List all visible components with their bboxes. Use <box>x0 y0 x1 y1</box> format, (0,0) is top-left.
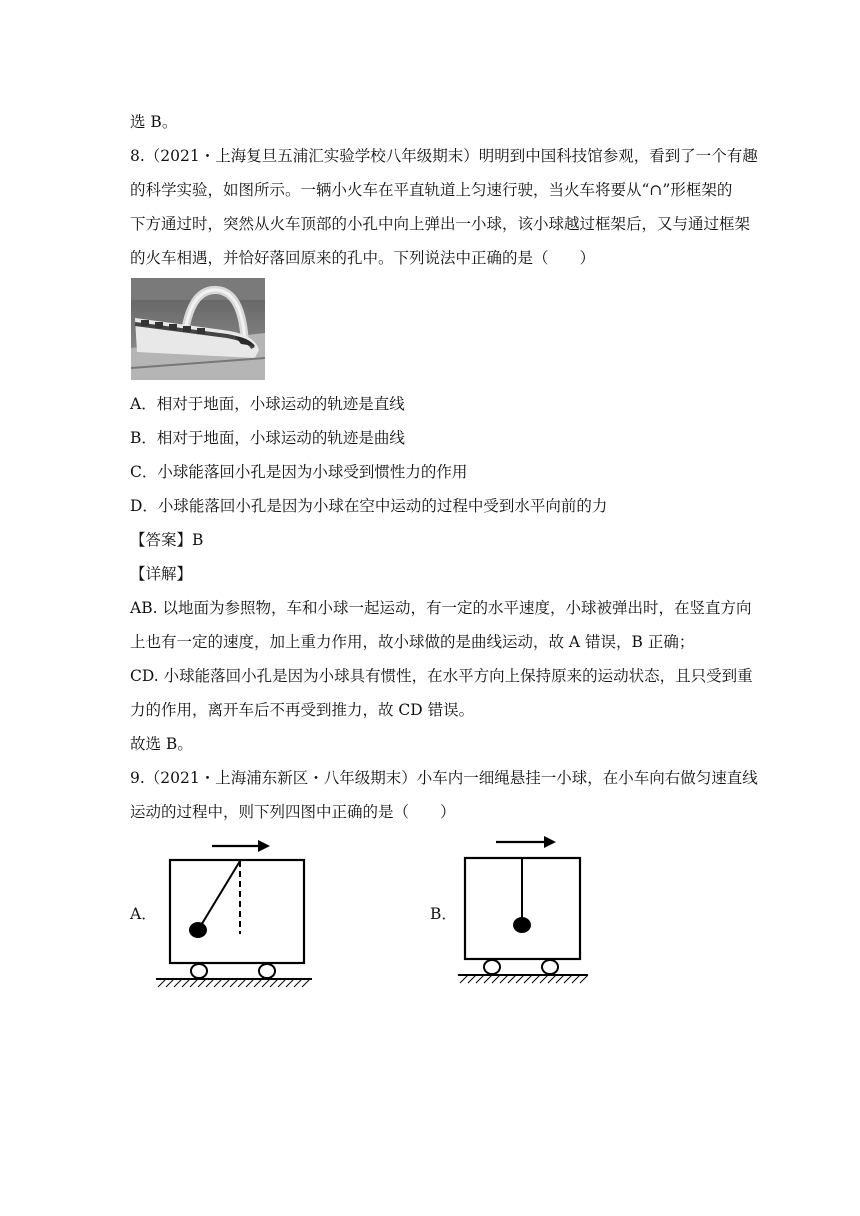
q9-option-a-label: A． <box>130 905 157 923</box>
ball <box>189 922 207 938</box>
cart-body <box>170 860 304 963</box>
q8-detail-heading: 【详解】 <box>130 565 193 583</box>
wheel-right <box>542 960 558 974</box>
prev-answer-tail: 选 B。 <box>130 113 178 131</box>
q9-stem-line-1: 9.（2021・上海浦东新区・八年级期末）小车内一细绳悬挂一小球，在小车向右做匀速直线 <box>130 769 758 787</box>
train-arch-photo <box>131 278 265 380</box>
q8-option-c: C．小球能落回小孔是因为小球受到惯性力的作用 <box>130 463 468 481</box>
q9-figure-a <box>150 834 320 996</box>
q8-option-b: B．相对于地面，小球运动的轨迹是曲线 <box>130 429 405 447</box>
q8-answer: 【答案】B <box>130 531 204 549</box>
q8-detail-line-1: AB. 以地面为参照物，车和小球一起运动，有一定的水平速度，小球被弹出时，在竖直方向 <box>130 599 752 617</box>
ball <box>513 917 531 933</box>
wheel-right <box>259 964 275 978</box>
q8-stem-line-3: 下方通过时，突然从火车顶部的小孔中向上弹出一小球，该小球越过框架后，又与通过框架 <box>130 215 751 233</box>
q9-option-b-label: B． <box>430 905 457 923</box>
q8-option-a: A．相对于地面，小球运动的轨迹是直线 <box>130 395 405 413</box>
q8-detail-line-2: 上也有一定的速度，加上重力作用，故小球做的是曲线运动，故 A 错误，B 正确； <box>130 633 695 651</box>
wheel-left <box>484 960 500 974</box>
wheel-left <box>191 964 207 978</box>
q8-stem-line-4: 的火车相遇，并恰好落回原来的孔中。下列说法中正确的是（ ） <box>130 249 596 267</box>
q8-detail-line-4: 力的作用，离开车后不再受到推力，故 CD 错误。 <box>130 701 475 719</box>
q8-detail-line-3: CD. 小球能落回小孔是因为小球具有惯性，在水平方向上保持原来的运动状态，且只受到重 <box>130 667 753 685</box>
arrow-right-icon <box>212 840 270 852</box>
q8-stem-line-2: 的科学实验，如图所示。一辆小火车在平直轨道上匀速行驶，当火车将要从“∩”形框架的 <box>130 181 733 199</box>
q8-detail-line-5: 故选 B。 <box>130 735 193 753</box>
q8-option-d: D．小球能落回小孔是因为小球在空中运动的过程中受到水平向前的力 <box>130 497 608 515</box>
arrow-right-icon <box>496 836 556 848</box>
string <box>200 861 240 927</box>
q8-stem-line-1: 8.（2021・上海复旦五浦汇实验学校八年级期末）明明到中国科技馆参观，看到了一个有趣 <box>130 147 758 165</box>
q9-stem-line-2: 运动的过程中，则下列四图中正确的是（ ） <box>130 803 456 821</box>
q9-figure-b <box>452 830 592 994</box>
